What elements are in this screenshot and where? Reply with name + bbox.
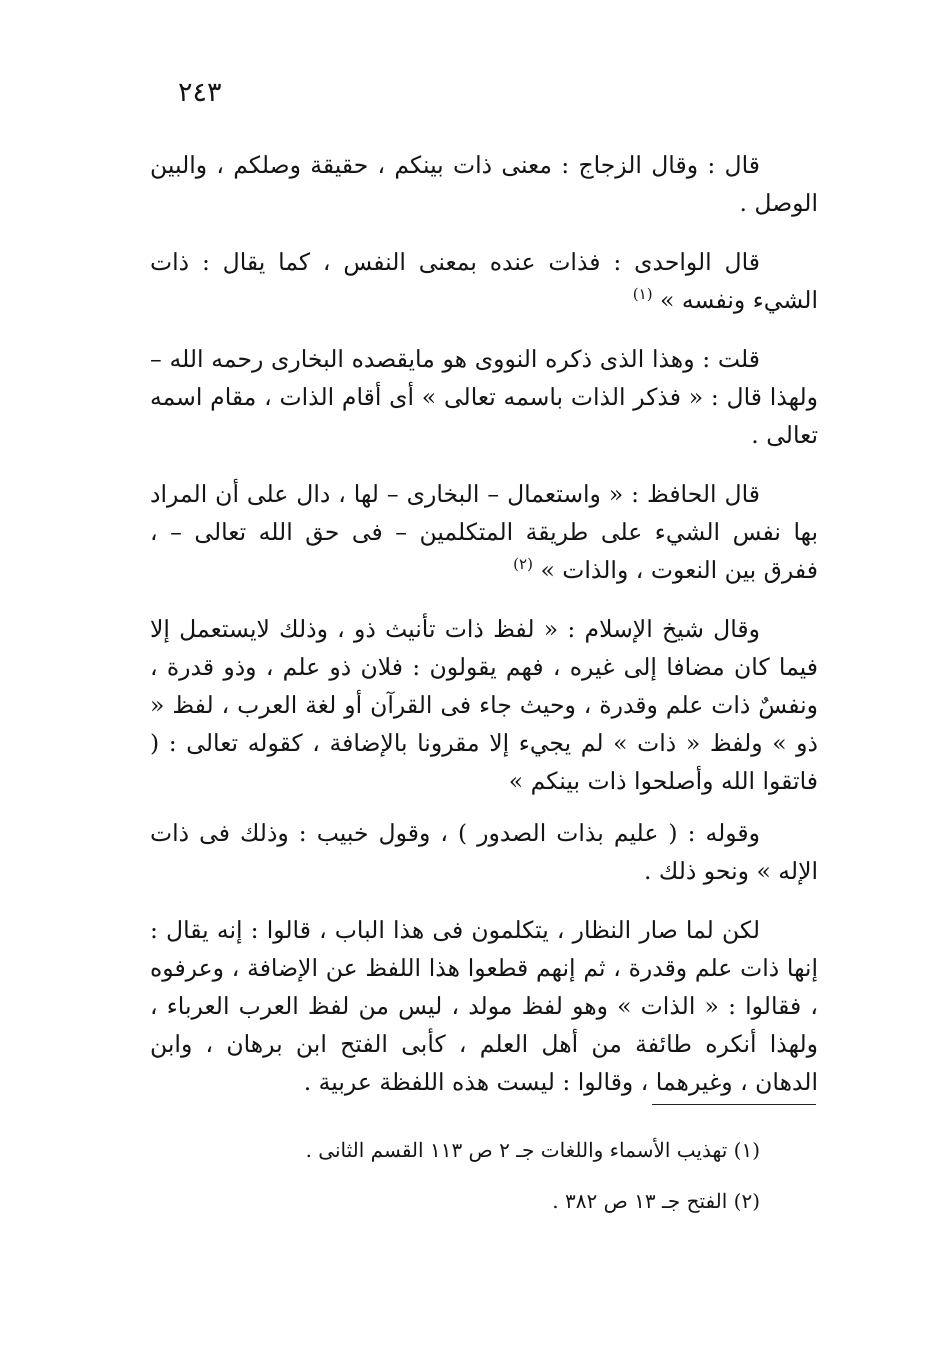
paragraph-text: قلت : وهذا الذى ذكره النووى هو مايقصده البخارى رحمه الله – ولهذا قال : « فذكر الذات باسمه تعالى » أى أقام الذات ، مقام اسمه تعالى . [150,345,818,449]
paragraph-nuzzar [150,911,818,1101]
page-number: ٢٤٣ [178,77,222,108]
footnote-reference: (١) [632,285,653,304]
paragraph-text: قال : وقال الزجاج : معنى ذات بينكم ، حقيقة وصلكم ، والبين الوصل . [150,151,818,217]
paragraph-hafiz [150,475,818,589]
footnote-separator [652,1104,816,1105]
paragraph-text: قال الحافظ : « واستعمال – البخارى – لها ، دال على أن المراد بها نفس الشيء على طريقة المتكلمين – فى حق الله تعالى – ، ففرق بين النعوت ، والذات » [150,480,818,584]
paragraph-text: وقوله : ( عليم بذات الصدور ) ، وقول خبيب : وذلك فى ذات الإله » ونحو ذلك . [150,819,818,885]
paragraph-text: لكن لما صار النظار ، يتكلمون فى هذا الباب ، قالوا : إنه يقال : إنها ذات علم وقدرة ، ثم إنهم قطعوا هذا اللفظ عن الإضافة ، وعرفوه ، فقالوا : « الذات » وهو لفظ مولد ، ليس من لفظ العرب العرباء ، ولهذا أنكره طائفة من أهل العلم ، كأبى الفتح ابن برهان ، وابن الدهان ، وغيرهما ، وقالوا : ليست هذه اللفظة عربية . [150,916,818,1096]
paragraph-zajjaj [150,146,818,222]
footnote: (١) تهذيب الأسماء واللغات جـ ٢ ص ١١٣ القسم الثانى . [305,1138,760,1162]
main-text [150,146,818,1122]
paragraph-text: قال الواحدى : فذات عنده بمعنى النفس ، كما يقال : ذات الشيء ونفسه » [150,248,818,314]
footnotes [150,1138,760,1240]
paragraph-nawawi [150,340,818,454]
footnote-reference: (٢) [513,555,533,574]
paragraph-wahidi [150,243,818,319]
paragraph-text: وقال شيخ الإسلام : « لفظ ذات تأنيث ذو ، وذلك لايستعمل إلا فيما كان مضافا إلى غيره ، فهم يقولون : فلان ذو علم ، وذو قدرة ، ونفسٌ ذات علم وقدرة ، وحيث جاء فى القرآن أو لغة العرب ، لفظ « ذو » ولفظ « ذات » لم يجيء إلا مقرونا بالإضافة ، كقوله تعالى : ( فاتقوا الله وأصلحوا ذات بينكم » [150,615,818,795]
paragraph-shaykh-islam [150,610,818,800]
footnote: (٢) الفتح جـ ١٣ ص ٣٨٢ . [552,1189,760,1213]
paragraph-qawluhu [150,814,818,890]
